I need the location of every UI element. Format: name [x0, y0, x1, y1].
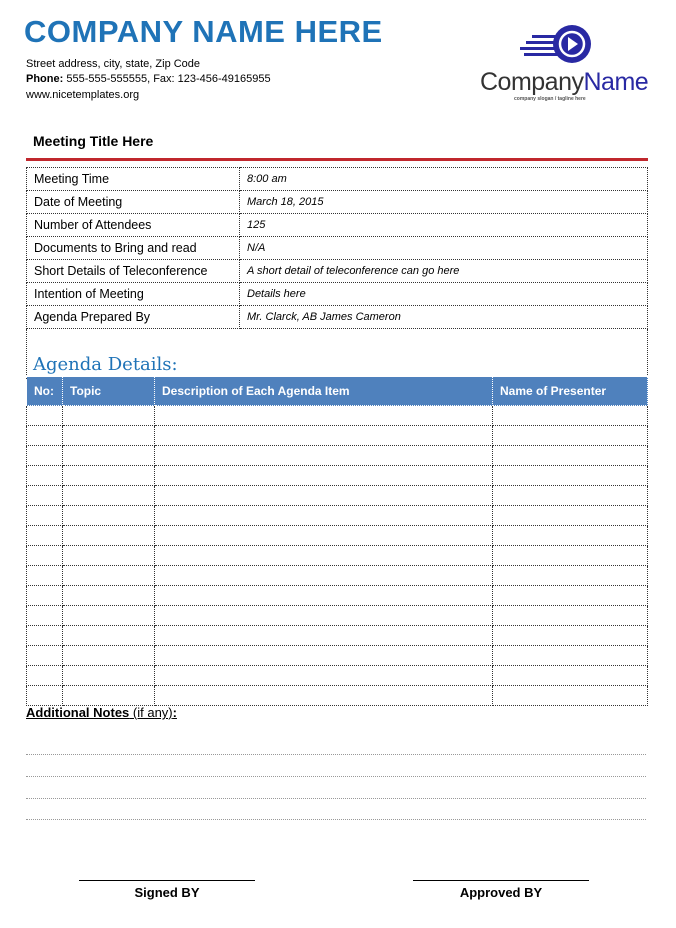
signed-by-label: Signed BY — [134, 885, 200, 900]
agenda-cell[interactable] — [63, 546, 155, 566]
agenda-cell[interactable] — [63, 606, 155, 626]
logo-wordmark: CompanyName — [480, 68, 649, 96]
agenda-cell[interactable] — [493, 566, 648, 586]
agenda-cell[interactable] — [493, 686, 648, 706]
agenda-cell[interactable] — [63, 686, 155, 706]
agenda-cell[interactable] — [493, 446, 648, 466]
agenda-cell[interactable] — [155, 546, 493, 566]
agenda-cell[interactable] — [27, 606, 63, 626]
agenda-cell[interactable] — [63, 566, 155, 586]
meeting-info-value[interactable]: N/A — [240, 237, 648, 260]
meeting-info-value[interactable]: 8:00 am — [240, 168, 648, 191]
agenda-cell[interactable] — [155, 406, 493, 426]
meeting-info-label: Number of Attendees — [27, 214, 240, 237]
meeting-info-label: Meeting Time — [27, 168, 240, 191]
agenda-cell[interactable] — [493, 646, 648, 666]
company-logo — [478, 24, 650, 106]
agenda-row — [27, 486, 648, 506]
agenda-cell[interactable] — [27, 686, 63, 706]
meeting-info-row — [27, 306, 648, 329]
agenda-cell[interactable] — [27, 626, 63, 646]
approved-by-label: Approved BY — [459, 885, 543, 900]
agenda-cell[interactable] — [27, 446, 63, 466]
notes-line[interactable] — [26, 754, 646, 755]
agenda-row — [27, 606, 648, 626]
agenda-cell[interactable] — [155, 666, 493, 686]
phone-fax-values: 555-555-555555, Fax: 123-456-49165955 — [63, 73, 271, 85]
agenda-cell[interactable] — [493, 626, 648, 646]
meeting-info-value[interactable]: Mr. Clarck, AB James Cameron — [240, 306, 648, 329]
approved-by-line[interactable] — [413, 880, 589, 881]
agenda-cell[interactable] — [63, 426, 155, 446]
notes-line[interactable] — [26, 798, 646, 799]
agenda-row — [27, 446, 648, 466]
agenda-row — [27, 526, 648, 546]
agenda-cell[interactable] — [493, 546, 648, 566]
meeting-title: Meeting Title Here — [33, 133, 154, 149]
meeting-info-row — [27, 283, 648, 306]
agenda-row — [27, 406, 648, 426]
agenda-row — [27, 426, 648, 446]
company-website: www.nicetemplates.org — [26, 89, 140, 101]
agenda-cell[interactable] — [27, 466, 63, 486]
agenda-cell[interactable] — [155, 446, 493, 466]
notes-line[interactable] — [26, 819, 646, 820]
signed-by-line[interactable] — [79, 880, 255, 881]
col-presenter: Name of Presenter — [493, 377, 648, 406]
agenda-cell[interactable] — [155, 646, 493, 666]
meeting-info-label: Date of Meeting — [27, 191, 240, 214]
agenda-cell[interactable] — [27, 546, 63, 566]
agenda-cell[interactable] — [155, 426, 493, 446]
company-title: COMPANY NAME HERE — [24, 14, 383, 49]
agenda-cell[interactable] — [63, 446, 155, 466]
agenda-cell[interactable] — [63, 466, 155, 486]
col-number: No: — [27, 377, 63, 406]
meeting-info-label: Intention of Meeting — [27, 283, 240, 306]
meeting-info-row — [27, 168, 648, 191]
agenda-cell[interactable] — [63, 646, 155, 666]
agenda-cell[interactable] — [63, 406, 155, 426]
agenda-cell[interactable] — [493, 466, 648, 486]
agenda-cell[interactable] — [27, 666, 63, 686]
agenda-cell[interactable] — [27, 526, 63, 546]
agenda-row — [27, 586, 648, 606]
meeting-info-value[interactable]: A short detail of teleconference can go here — [240, 260, 648, 283]
agenda-cell[interactable] — [27, 486, 63, 506]
col-topic: Topic — [63, 377, 155, 406]
meeting-info-row — [27, 260, 648, 283]
agenda-heading: Agenda Details: — [33, 354, 178, 375]
agenda-cell[interactable] — [493, 586, 648, 606]
agenda-cell[interactable] — [27, 506, 63, 526]
meeting-info-row — [27, 191, 648, 214]
agenda-cell[interactable] — [493, 426, 648, 446]
agenda-row — [27, 626, 648, 646]
agenda-row — [27, 666, 648, 686]
agenda-cell[interactable] — [27, 426, 63, 446]
agenda-row — [27, 646, 648, 666]
meeting-info-table — [26, 167, 648, 379]
agenda-cell[interactable] — [493, 406, 648, 426]
meeting-info-value[interactable]: 125 — [240, 214, 648, 237]
meeting-info-label: Agenda Prepared By — [27, 306, 240, 329]
agenda-cell[interactable] — [27, 646, 63, 666]
agenda-cell[interactable] — [63, 666, 155, 686]
agenda-cell[interactable] — [155, 566, 493, 586]
agenda-cell[interactable] — [155, 606, 493, 626]
agenda-row — [27, 566, 648, 586]
agenda-cell[interactable] — [155, 626, 493, 646]
agenda-cell[interactable] — [493, 526, 648, 546]
meeting-info-row — [27, 237, 648, 260]
agenda-cell[interactable] — [493, 506, 648, 526]
play-logo-icon — [478, 24, 650, 70]
meeting-info-value[interactable]: Details here — [240, 283, 648, 306]
agenda-cell[interactable] — [63, 526, 155, 546]
agenda-cell[interactable] — [493, 486, 648, 506]
phone-label: Phone: — [26, 73, 64, 85]
agenda-cell[interactable] — [63, 486, 155, 506]
meeting-info-label: Short Details of Teleconference — [27, 260, 240, 283]
agenda-table — [26, 376, 648, 706]
agenda-cell[interactable] — [493, 666, 648, 686]
meeting-info-label: Documents to Bring and read — [27, 237, 240, 260]
agenda-row — [27, 466, 648, 486]
title-divider — [26, 158, 648, 161]
agenda-cell[interactable] — [27, 586, 63, 606]
logo-slogan: company slogan / tagline here — [514, 96, 586, 102]
agenda-cell[interactable] — [155, 466, 493, 486]
meeting-info-row — [27, 214, 648, 237]
agenda-cell[interactable] — [63, 506, 155, 526]
company-address: Street address, city, state, Zip Code — [26, 58, 201, 70]
col-description: Description of Each Agenda Item — [155, 377, 493, 406]
agenda-row — [27, 506, 648, 526]
company-phone-line — [26, 73, 271, 85]
agenda-cell[interactable] — [155, 586, 493, 606]
agenda-cell[interactable] — [63, 586, 155, 606]
agenda-cell[interactable] — [63, 626, 155, 646]
agenda-cell[interactable] — [155, 686, 493, 706]
agenda-cell[interactable] — [493, 606, 648, 626]
agenda-cell[interactable] — [155, 526, 493, 546]
agenda-cell[interactable] — [155, 486, 493, 506]
notes-line[interactable] — [26, 776, 646, 777]
agenda-row — [27, 686, 648, 706]
additional-notes-label: Additional Notes (if any): — [26, 705, 177, 720]
agenda-cell[interactable] — [155, 506, 493, 526]
agenda-cell[interactable] — [27, 566, 63, 586]
agenda-row — [27, 546, 648, 566]
agenda-cell[interactable] — [27, 406, 63, 426]
agenda-header-row — [27, 377, 648, 406]
meeting-info-value[interactable]: March 18, 2015 — [240, 191, 648, 214]
